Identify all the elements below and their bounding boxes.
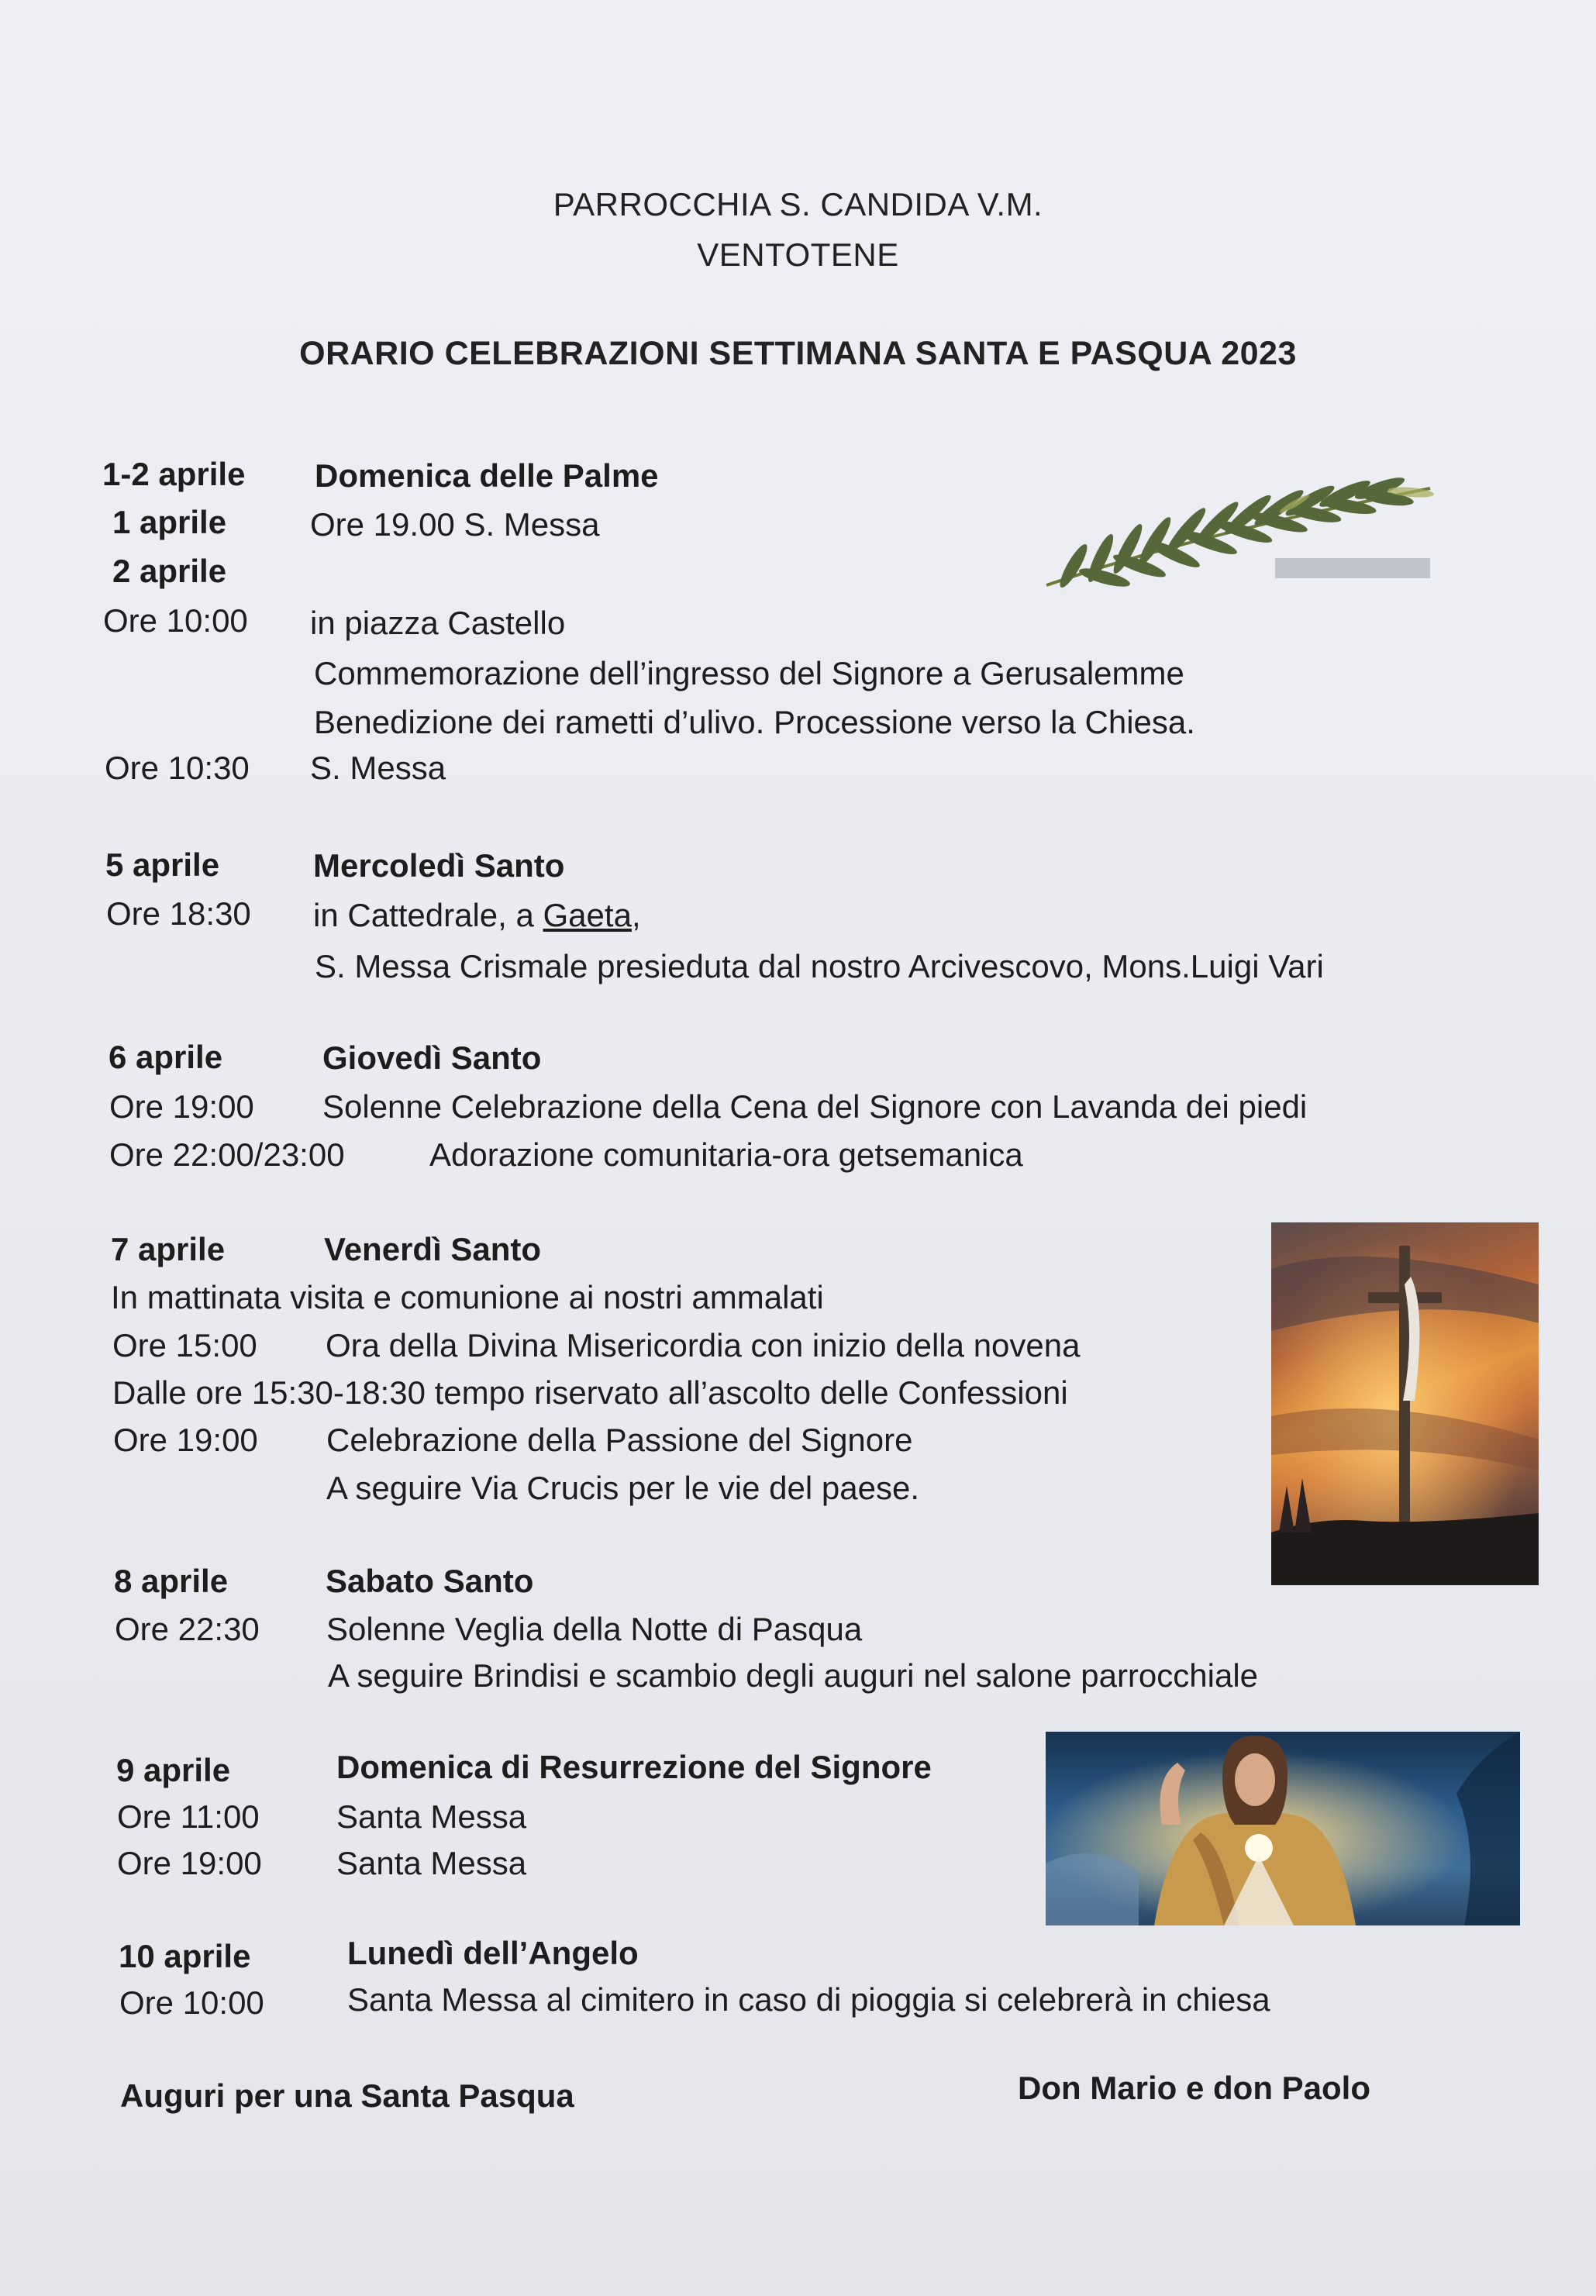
lunedi-time1-text: Santa Messa al cimitero in caso di pioggia si celebrerà in chiesa (347, 1981, 1270, 2018)
mercoledi-time1-text: in Cattedrale, a Gaeta, (313, 897, 641, 933)
palme-time2-text: S. Messa (310, 750, 446, 786)
mercoledi-name: Mercoledì Santo (313, 847, 565, 884)
palme-day1: 1 aprile (112, 504, 227, 540)
greeting-text: Auguri per una Santa Pasqua (120, 2077, 574, 2114)
venerdi-date: 7 aprile (111, 1231, 226, 1267)
palme-time1-text: in piazza Castello (310, 605, 566, 641)
venerdi-note2: Dalle ore 15:30-18:30 tempo riservato all’ascolto delle Confessioni (112, 1374, 1068, 1411)
sabato-time1-text2: A seguire Brindisi e scambio degli auguri nel salone parrocchiale (328, 1657, 1259, 1694)
giovedi-time2-text: Adorazione comunitaria-ora getsemanica (429, 1136, 1023, 1173)
giovedi-name: Giovedì Santo (322, 1039, 542, 1076)
sabato-time1-text: Solenne Veglia della Notte di Pasqua (326, 1611, 863, 1647)
venerdi-time1-text: Ora della Divina Misericordia con inizio della novena (326, 1327, 1081, 1363)
palme-name: Domenica delle Palme (315, 457, 659, 494)
venerdi-time2-text: Celebrazione della Passione del Signore (326, 1422, 913, 1458)
giovedi-time1: Ore 19:00 (109, 1088, 254, 1125)
domenica-time2: Ore 19:00 (117, 1845, 262, 1881)
mercoledi-date: 5 aprile (105, 846, 220, 883)
domenica-name: Domenica di Resurrezione del Signore (336, 1749, 932, 1785)
domenica-time1: Ore 11:00 (117, 1798, 260, 1835)
palme-time1: Ore 10:00 (103, 602, 248, 639)
venerdi-note1: In mattinata visita e comunione ai nostri ammalati (111, 1279, 824, 1315)
gaeta-link: Gaeta (543, 897, 632, 933)
sabato-date: 8 aprile (114, 1563, 229, 1599)
domenica-time2-text: Santa Messa (336, 1845, 527, 1881)
divine-mercy-image (1046, 1732, 1520, 1925)
lunedi-date: 10 aprile (119, 1938, 251, 1974)
giovedi-time1-text: Solenne Celebrazione della Cena del Signore con Lavanda dei piedi (322, 1088, 1308, 1125)
cross-sunset-image (1271, 1222, 1539, 1585)
palme-time1-text2: Commemorazione dell’ingresso del Signore a Gerusalemme (314, 655, 1184, 691)
town-name: VENTOTENE (697, 236, 899, 273)
mercoledi-time1-text2: S. Messa Crismale presieduta dal nostro Arcivescovo, Mons.Luigi Vari (315, 948, 1324, 984)
giovedi-time2: Ore 22:00/23:00 (109, 1136, 345, 1173)
giovedi-date: 6 aprile (109, 1039, 223, 1075)
document-title: ORARIO CELEBRAZIONI SETTIMANA SANTA E PASQUA 2023 (299, 335, 1297, 372)
venerdi-time2: Ore 19:00 (113, 1422, 258, 1458)
signature-text: Don Mario e don Paolo (1018, 2070, 1371, 2106)
sabato-time1: Ore 22:30 (115, 1611, 260, 1647)
palme-day1-text: Ore 19.00 S. Messa (310, 506, 600, 543)
venerdi-name: Venerdì Santo (324, 1231, 542, 1267)
lunedi-name: Lunedì dell’Angelo (347, 1935, 639, 1971)
palme-day2: 2 aprile (112, 553, 227, 589)
palme-time1-text3: Benedizione dei rametti d’ulivo. Processione verso la Chiesa. (314, 704, 1195, 740)
sabato-name: Sabato Santo (326, 1563, 534, 1599)
lunedi-time1: Ore 10:00 (119, 1984, 264, 2021)
venerdi-time1: Ore 15:00 (112, 1327, 257, 1363)
venerdi-time2-text2: A seguire Via Crucis per le vie del paese. (326, 1470, 919, 1506)
mercoledi-time1: Ore 18:30 (106, 895, 251, 932)
palme-date: 1-2 aprile (102, 456, 246, 492)
palme-time2: Ore 10:30 (105, 750, 250, 786)
domenica-time1-text: Santa Messa (336, 1798, 527, 1835)
domenica-date: 9 aprile (116, 1752, 231, 1788)
parish-name: PARROCCHIA S. CANDIDA V.M. (553, 186, 1043, 222)
olive-branch-image (1039, 450, 1442, 605)
